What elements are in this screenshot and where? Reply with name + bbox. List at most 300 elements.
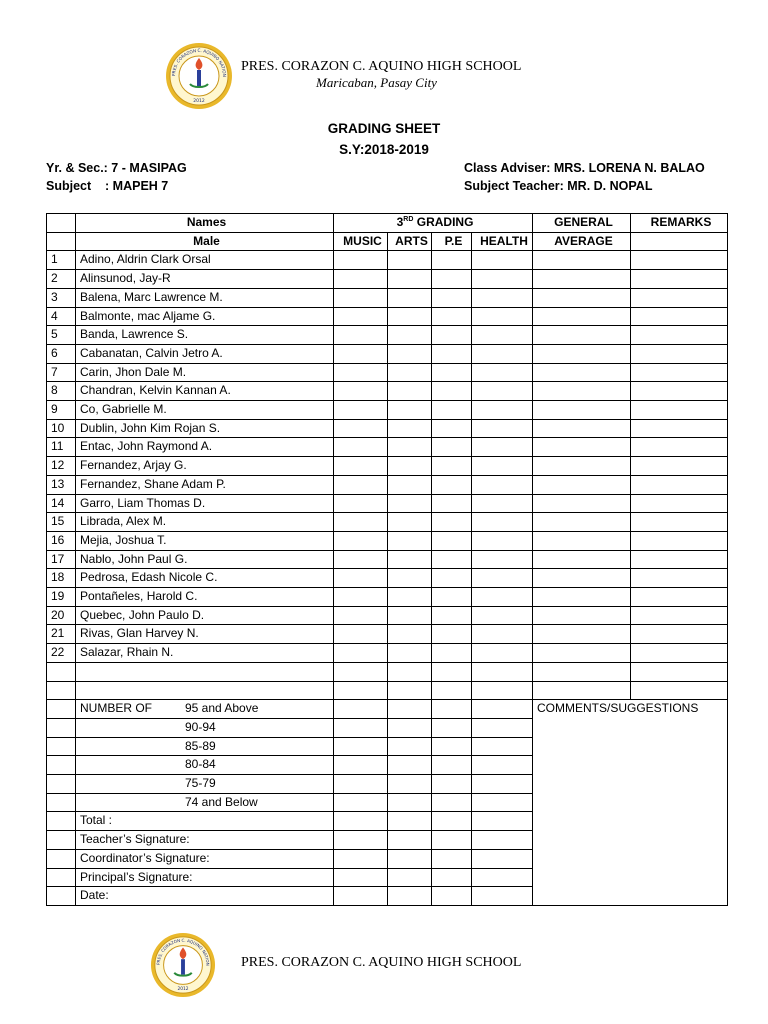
row-number: 1 xyxy=(47,251,76,270)
grade-cell xyxy=(432,775,472,794)
grade-cell xyxy=(388,662,432,681)
school-name: PRES. CORAZON C. AQUINO HIGH SCHOOL xyxy=(241,59,522,74)
grade-cell xyxy=(432,475,472,494)
grade-cell xyxy=(631,438,728,457)
grade-cell xyxy=(388,718,432,737)
grade-cell xyxy=(533,438,631,457)
grade-cell xyxy=(388,644,432,663)
grade-cell xyxy=(432,288,472,307)
grade-cell xyxy=(472,793,533,812)
grade-cell xyxy=(533,681,631,700)
grade-cell xyxy=(533,644,631,663)
student-name: Co, Gabrielle M. xyxy=(76,401,334,420)
grade-cell xyxy=(432,457,472,476)
row-number: 10 xyxy=(47,419,76,438)
grade-cell xyxy=(533,270,631,289)
row-number: 3 xyxy=(47,288,76,307)
grade-cell xyxy=(533,382,631,401)
student-row xyxy=(47,475,728,494)
grade-cell xyxy=(631,681,728,700)
grade-cell xyxy=(533,251,631,270)
range-label xyxy=(76,775,334,794)
grade-cell xyxy=(631,644,728,663)
grade-cell xyxy=(432,756,472,775)
grade-cell xyxy=(631,307,728,326)
grade-cell xyxy=(388,700,432,719)
grade-cell xyxy=(631,401,728,420)
grade-cell xyxy=(472,662,533,681)
grade-cell xyxy=(432,868,472,887)
student-name: Mejia, Joshua T. xyxy=(76,531,334,550)
grade-cell xyxy=(388,887,432,906)
svg-text:2012: 2012 xyxy=(193,99,205,104)
student-name: Pedrosa, Edash Nicole C. xyxy=(76,569,334,588)
row-number: 9 xyxy=(47,401,76,420)
grade-cell xyxy=(432,606,472,625)
student-name: Chandran, Kelvin Kannan A. xyxy=(76,382,334,401)
grade-cell xyxy=(432,662,472,681)
grade-cell xyxy=(334,793,388,812)
student-row xyxy=(47,625,728,644)
grade-cell xyxy=(334,438,388,457)
subject-teacher: Subject Teacher: MR. D. NOPAL xyxy=(464,179,653,193)
grade-cell xyxy=(388,438,432,457)
grade-cell xyxy=(334,606,388,625)
grade-cell xyxy=(533,344,631,363)
grade-cell xyxy=(334,475,388,494)
student-name: Carin, Jhon Dale M. xyxy=(76,363,334,382)
student-row xyxy=(47,550,728,569)
grade-cell xyxy=(432,887,472,906)
student-row xyxy=(47,644,728,663)
range-label xyxy=(76,700,334,719)
grade-cell xyxy=(388,401,432,420)
grade-cell xyxy=(432,326,472,345)
grade-cell xyxy=(334,812,388,831)
student-name: Fernandez, Arjay G. xyxy=(76,457,334,476)
student-row xyxy=(47,588,728,607)
grade-cell xyxy=(432,700,472,719)
grade-cell xyxy=(472,344,533,363)
comments-suggestions: COMMENTS/SUGGESTIONS xyxy=(533,700,728,906)
grade-cell xyxy=(472,606,533,625)
grade-cell xyxy=(432,438,472,457)
grade-cell xyxy=(334,531,388,550)
grade-cell xyxy=(334,681,388,700)
grade-cell xyxy=(388,382,432,401)
grade-cell xyxy=(432,251,472,270)
grade-cell xyxy=(334,382,388,401)
student-name: Quebec, John Paulo D. xyxy=(76,606,334,625)
grade-cell xyxy=(631,457,728,476)
grade-cell xyxy=(388,756,432,775)
grade-cell xyxy=(432,494,472,513)
grade-cell xyxy=(472,307,533,326)
grade-cell xyxy=(472,644,533,663)
grade-cell xyxy=(631,569,728,588)
grade-cell xyxy=(472,251,533,270)
grade-cell xyxy=(388,793,432,812)
grade-cell xyxy=(533,513,631,532)
grade-cell xyxy=(76,681,334,700)
average-header: AVERAGE xyxy=(533,232,631,251)
student-row xyxy=(47,363,728,382)
grade-cell xyxy=(631,363,728,382)
grade-cell xyxy=(533,569,631,588)
grade-cell xyxy=(631,513,728,532)
range-label xyxy=(76,718,334,737)
grade-cell xyxy=(388,737,432,756)
grade-cell xyxy=(631,382,728,401)
student-row xyxy=(47,251,728,270)
grade-cell xyxy=(432,681,472,700)
grade-cell xyxy=(388,513,432,532)
grade-cell xyxy=(533,588,631,607)
grade-range: 95 and Above xyxy=(185,701,259,716)
pe-header: P.E xyxy=(432,232,472,251)
grade-cell xyxy=(388,588,432,607)
row-number: 15 xyxy=(47,513,76,532)
grade-cell xyxy=(334,588,388,607)
row-number: 4 xyxy=(47,307,76,326)
grade-cell xyxy=(472,756,533,775)
grade-cell xyxy=(472,457,533,476)
grade-cell xyxy=(533,326,631,345)
grade-cell xyxy=(631,251,728,270)
grade-cell xyxy=(472,737,533,756)
grade-cell xyxy=(388,531,432,550)
grade-cell xyxy=(472,849,533,868)
student-row xyxy=(47,401,728,420)
grade-cell xyxy=(47,662,76,681)
grade-cell xyxy=(631,326,728,345)
grade-cell xyxy=(388,457,432,476)
grade-cell xyxy=(533,550,631,569)
grade-cell xyxy=(432,344,472,363)
grade-cell xyxy=(334,662,388,681)
grade-cell xyxy=(472,550,533,569)
student-row xyxy=(47,326,728,345)
school-location: Maricaban, Pasay City xyxy=(316,75,437,90)
grade-cell xyxy=(334,344,388,363)
grade-cell xyxy=(472,326,533,345)
grade-cell xyxy=(472,438,533,457)
general-header: GENERAL xyxy=(533,214,631,233)
grade-cell xyxy=(631,270,728,289)
student-name: Librada, Alex M. xyxy=(76,513,334,532)
subject: Subject : MAPEH 7 xyxy=(46,179,169,193)
grade-range: 90-94 xyxy=(185,719,216,734)
grade-cell xyxy=(388,868,432,887)
grade-cell xyxy=(432,419,472,438)
grade-range: 74 and Below xyxy=(185,794,258,809)
grade-cell xyxy=(472,382,533,401)
grade-cell xyxy=(472,363,533,382)
grade-cell xyxy=(334,868,388,887)
grade-cell xyxy=(533,307,631,326)
grade-cell xyxy=(472,700,533,719)
grade-cell xyxy=(631,531,728,550)
student-row xyxy=(47,531,728,550)
row-number: 18 xyxy=(47,569,76,588)
grade-cell xyxy=(432,793,472,812)
grade-cell xyxy=(388,363,432,382)
grade-cell xyxy=(533,401,631,420)
grade-cell xyxy=(533,288,631,307)
header-row-2 xyxy=(47,232,728,251)
grade-cell xyxy=(334,307,388,326)
student-name: Cabanatan, Calvin Jetro A. xyxy=(76,344,334,363)
student-row xyxy=(47,270,728,289)
date-label: Date: xyxy=(76,887,334,906)
grade-cell xyxy=(432,588,472,607)
blank-row xyxy=(47,662,728,681)
svg-text:PRES. CORAZON C. AQUINO NATION: PRES. CORAZON C. AQUINO NATION xyxy=(155,937,211,966)
row-number: 2 xyxy=(47,270,76,289)
sheet-title: GRADING SHEET xyxy=(327,121,441,136)
grade-cell xyxy=(472,270,533,289)
grade-cell xyxy=(472,681,533,700)
principal-signature-label: Principal’s Signature: xyxy=(76,868,334,887)
grade-cell xyxy=(432,513,472,532)
grade-cell xyxy=(388,849,432,868)
grade-cell xyxy=(432,812,472,831)
grade-cell xyxy=(631,494,728,513)
row-number: 19 xyxy=(47,588,76,607)
grade-cell xyxy=(631,588,728,607)
grade-cell xyxy=(472,531,533,550)
range-row xyxy=(47,700,728,719)
grade-cell xyxy=(533,625,631,644)
student-name: Garro, Liam Thomas D. xyxy=(76,494,334,513)
names-header: Names xyxy=(76,214,334,233)
grade-cell xyxy=(334,625,388,644)
student-name: Banda, Lawrence S. xyxy=(76,326,334,345)
grade-cell xyxy=(432,531,472,550)
grade-range: 85-89 xyxy=(185,738,216,753)
grade-cell xyxy=(334,718,388,737)
student-row xyxy=(47,307,728,326)
grade-cell xyxy=(472,401,533,420)
student-name: Salazar, Rhain N. xyxy=(76,644,334,663)
grade-cell xyxy=(334,288,388,307)
grade-cell xyxy=(388,681,432,700)
grade-cell xyxy=(472,494,533,513)
grade-cell xyxy=(334,419,388,438)
grade-cell xyxy=(334,775,388,794)
grade-cell xyxy=(631,625,728,644)
grade-cell xyxy=(334,849,388,868)
student-name: Alinsunod, Jay-R xyxy=(76,270,334,289)
grade-cell xyxy=(432,550,472,569)
range-label xyxy=(76,737,334,756)
grade-cell xyxy=(533,494,631,513)
grade-cell xyxy=(76,662,334,681)
blank-row xyxy=(47,681,728,700)
grade-cell xyxy=(388,270,432,289)
row-number: 11 xyxy=(47,438,76,457)
grade-cell xyxy=(472,625,533,644)
grade-cell xyxy=(388,550,432,569)
grade-cell xyxy=(334,737,388,756)
student-name: Pontañeles, Harold C. xyxy=(76,588,334,607)
grade-cell xyxy=(334,513,388,532)
grade-cell xyxy=(631,606,728,625)
coordinator-signature-label: Coordinator’s Signature: xyxy=(76,849,334,868)
grade-cell xyxy=(388,569,432,588)
grade-cell xyxy=(388,251,432,270)
student-row xyxy=(47,513,728,532)
grade-cell xyxy=(334,756,388,775)
arts-header: ARTS xyxy=(388,232,432,251)
row-number: 16 xyxy=(47,531,76,550)
grading-table xyxy=(46,213,728,906)
grade-cell xyxy=(472,887,533,906)
grade-cell xyxy=(631,662,728,681)
student-name: Nablo, John Paul G. xyxy=(76,550,334,569)
svg-text:PRES. CORAZON C. AQUINO NATION: PRES. CORAZON C. AQUINO NATION xyxy=(170,47,228,77)
grade-cell xyxy=(388,775,432,794)
student-name: Fernandez, Shane Adam P. xyxy=(76,475,334,494)
grade-cell xyxy=(432,831,472,850)
grade-cell xyxy=(334,700,388,719)
grade-cell xyxy=(533,475,631,494)
school-seal-logo xyxy=(165,42,233,110)
grade-cell xyxy=(334,457,388,476)
grade-cell xyxy=(388,475,432,494)
grade-cell xyxy=(472,718,533,737)
grade-cell xyxy=(388,419,432,438)
grade-cell xyxy=(47,681,76,700)
grade-cell xyxy=(432,569,472,588)
grade-cell xyxy=(388,606,432,625)
student-row xyxy=(47,457,728,476)
row-number: 6 xyxy=(47,344,76,363)
grade-cell xyxy=(334,550,388,569)
grade-cell xyxy=(388,307,432,326)
student-row xyxy=(47,382,728,401)
grade-cell xyxy=(388,831,432,850)
grade-cell xyxy=(533,419,631,438)
class-adviser: Class Adviser: MRS. LORENA N. BALAO xyxy=(464,161,705,175)
grade-cell xyxy=(533,531,631,550)
grade-cell xyxy=(334,644,388,663)
grade-cell xyxy=(432,382,472,401)
range-label xyxy=(76,756,334,775)
school-year: S.Y:2018-2019 xyxy=(339,142,429,157)
row-number: 22 xyxy=(47,644,76,663)
grade-cell xyxy=(472,868,533,887)
grade-cell xyxy=(388,326,432,345)
male-header: Male xyxy=(76,232,334,251)
student-name: Balena, Marc Lawrence M. xyxy=(76,288,334,307)
grade-cell xyxy=(472,419,533,438)
row-number: 7 xyxy=(47,363,76,382)
row-number: 21 xyxy=(47,625,76,644)
grade-cell xyxy=(334,831,388,850)
grade-cell xyxy=(334,569,388,588)
grade-cell xyxy=(432,737,472,756)
grade-cell xyxy=(432,307,472,326)
grade-cell xyxy=(432,718,472,737)
grade-cell xyxy=(631,475,728,494)
music-header: MUSIC xyxy=(334,232,388,251)
grade-cell xyxy=(388,625,432,644)
grade-cell xyxy=(432,270,472,289)
grade-cell xyxy=(631,288,728,307)
row-number: 5 xyxy=(47,326,76,345)
grade-cell xyxy=(388,812,432,831)
grade-cell xyxy=(631,344,728,363)
svg-text:2012: 2012 xyxy=(177,987,189,993)
grade-cell xyxy=(533,363,631,382)
grade-cell xyxy=(472,288,533,307)
grade-cell xyxy=(533,662,631,681)
grade-cell xyxy=(432,363,472,382)
grade-cell xyxy=(388,288,432,307)
student-row xyxy=(47,288,728,307)
grade-cell xyxy=(472,831,533,850)
row-number: 8 xyxy=(47,382,76,401)
grade-cell xyxy=(472,513,533,532)
student-name: Balmonte, mac Aljame G. xyxy=(76,307,334,326)
row-number: 12 xyxy=(47,457,76,476)
student-row xyxy=(47,438,728,457)
grade-cell xyxy=(334,251,388,270)
grade-cell xyxy=(334,887,388,906)
total-label: Total : xyxy=(76,812,334,831)
row-number: 20 xyxy=(47,606,76,625)
health-header: HEALTH xyxy=(472,232,533,251)
row-number: 17 xyxy=(47,550,76,569)
grade-cell xyxy=(631,550,728,569)
grade-cell xyxy=(631,419,728,438)
grade-cell xyxy=(432,849,472,868)
grade-cell xyxy=(334,363,388,382)
student-row xyxy=(47,419,728,438)
row-number: 13 xyxy=(47,475,76,494)
grade-cell xyxy=(432,625,472,644)
header-row-1 xyxy=(47,214,728,233)
grade-range: 80-84 xyxy=(185,757,216,772)
grade-cell xyxy=(472,588,533,607)
grade-cell xyxy=(388,494,432,513)
student-name: Adino, Aldrin Clark Orsal xyxy=(76,251,334,270)
footer-school-seal-logo xyxy=(150,932,216,998)
grade-cell xyxy=(533,606,631,625)
year-section: Yr. & Sec.: 7 - MASIPAG xyxy=(46,161,187,175)
grade-range: 75-79 xyxy=(185,776,216,791)
teacher-signature-label: Teacher’s Signature: xyxy=(76,831,334,850)
grading-header: 3RD GRADING xyxy=(334,214,533,233)
footer-school-name: PRES. CORAZON C. AQUINO HIGH SCHOOL xyxy=(241,955,522,970)
grade-cell xyxy=(432,644,472,663)
remarks-header: REMARKS xyxy=(631,214,728,233)
grade-cell xyxy=(334,401,388,420)
grade-cell xyxy=(334,270,388,289)
grade-cell xyxy=(432,401,472,420)
student-row xyxy=(47,344,728,363)
student-name: Entac, John Raymond A. xyxy=(76,438,334,457)
student-name: Dublin, John Kim Rojan S. xyxy=(76,419,334,438)
grade-cell xyxy=(472,812,533,831)
grade-cell xyxy=(472,569,533,588)
grade-cell xyxy=(472,475,533,494)
grade-cell xyxy=(334,494,388,513)
row-number: 14 xyxy=(47,494,76,513)
student-name: Rivas, Glan Harvey N. xyxy=(76,625,334,644)
number-of-label: NUMBER OF xyxy=(80,701,152,716)
